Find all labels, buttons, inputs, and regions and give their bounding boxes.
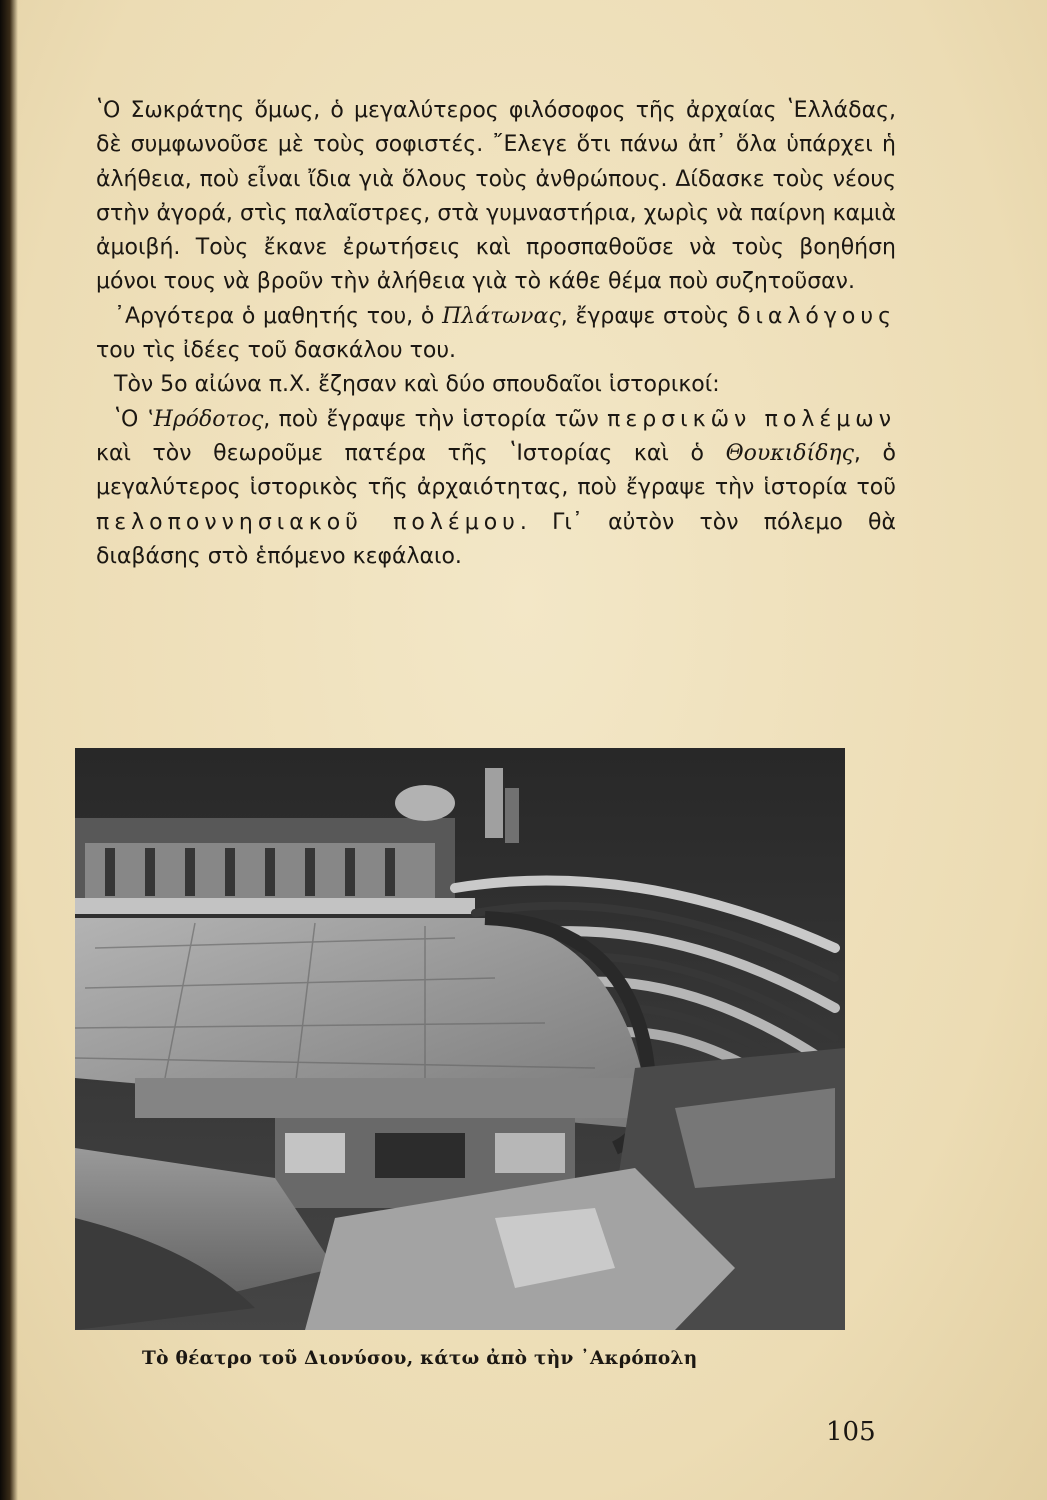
text-run: , ποὺ ἔγραψε τὴν ἱστορία τῶν <box>263 406 608 432</box>
spaced-term-dialogues: διαλόγους <box>736 303 896 329</box>
photo-caption: Τὸ θέατρο τοῦ Διονύσου, κάτω ἀπὸ τὴν ᾽Ακρόπολη <box>142 1348 698 1369</box>
text-run: , ὁ μεγαλύτερος ἱστορικὸς τῆς ἀρχαιότητας, ποὺ ἔγραψε τὴν ἱστορία τοῦ <box>96 440 896 501</box>
body-text <box>96 94 896 574</box>
paragraph-historians: Τὸν 5ο αἰώνα π.Χ. ἔζησαν καὶ δύο σπουδαῖοι ἱστορικοί: <box>114 372 720 398</box>
page-number: 105 <box>826 1417 876 1447</box>
italic-name-thucydides: Θουκιδίδης <box>725 440 854 466</box>
italic-name-herodotus: ʽΗρόδοτος <box>146 406 264 432</box>
text-run: ᾽Αργότερα ὁ μαθητής του, ὁ <box>114 303 443 329</box>
gutter-shadow <box>0 0 18 1500</box>
text-run: , ἔγραψε στοὺς <box>560 303 737 329</box>
text-run: . Γι᾽ αὐτὸν τὸν πόλεμο θὰ διαβάσης στὸ ἑπόμενο κεφάλαιο. <box>96 509 896 569</box>
photo-illustration <box>75 748 845 1330</box>
paragraph-socrates: ʽΟ Σωκράτης ὅμως, ὁ μεγαλύτερος φιλόσοφος τῆς ἀρχαίας ʽΕλλάδας, δὲ συμφωνοῦσε μὲ τοὺς σοφιστές. ῎Ελεγε ὅτι πάνω ἀπ᾽ ὅλα ὑπάρχει ἡ ἀλήθεια, ποὺ εἶναι ἴδια γιὰ ὅλους τοὺς ἀνθρώπους. Δίδασκε τοὺς νέους στὴν ἀγορά, στὶς παλαῖστρες, στὰ γυμναστήρια, χωρὶς νὰ παίρνη καμιὰ ἀμοιβή. Τοὺς ἔκανε ἐρωτήσεις καὶ προσπαθοῦσε νὰ τοὺς βοηθήση μόνοι τους νὰ βροῦν τὴν ἀλήθεια γιὰ τὸ κάθε θέμα ποὺ συζητοῦσαν. <box>96 98 896 295</box>
theatre-of-dionysus-photo <box>75 748 845 1330</box>
text-run: ʽΟ <box>114 406 147 432</box>
paragraph-plato <box>96 300 896 369</box>
spaced-term-persian-wars: περσικῶν πολέμων <box>607 406 896 432</box>
text-run: του τὶς ἰδέες τοῦ δασκάλου του. <box>96 338 457 364</box>
spaced-term-peloponnesian-war: πελοποννησιακοῦ πολέμου <box>96 509 520 535</box>
italic-name-plato: Πλάτωνας <box>442 303 561 329</box>
paragraph-herodotus-thucydides <box>96 403 896 574</box>
text-run: καὶ τὸν θεωροῦμε πατέρα τῆς ʽΙστορίας καὶ ὁ <box>96 440 726 466</box>
